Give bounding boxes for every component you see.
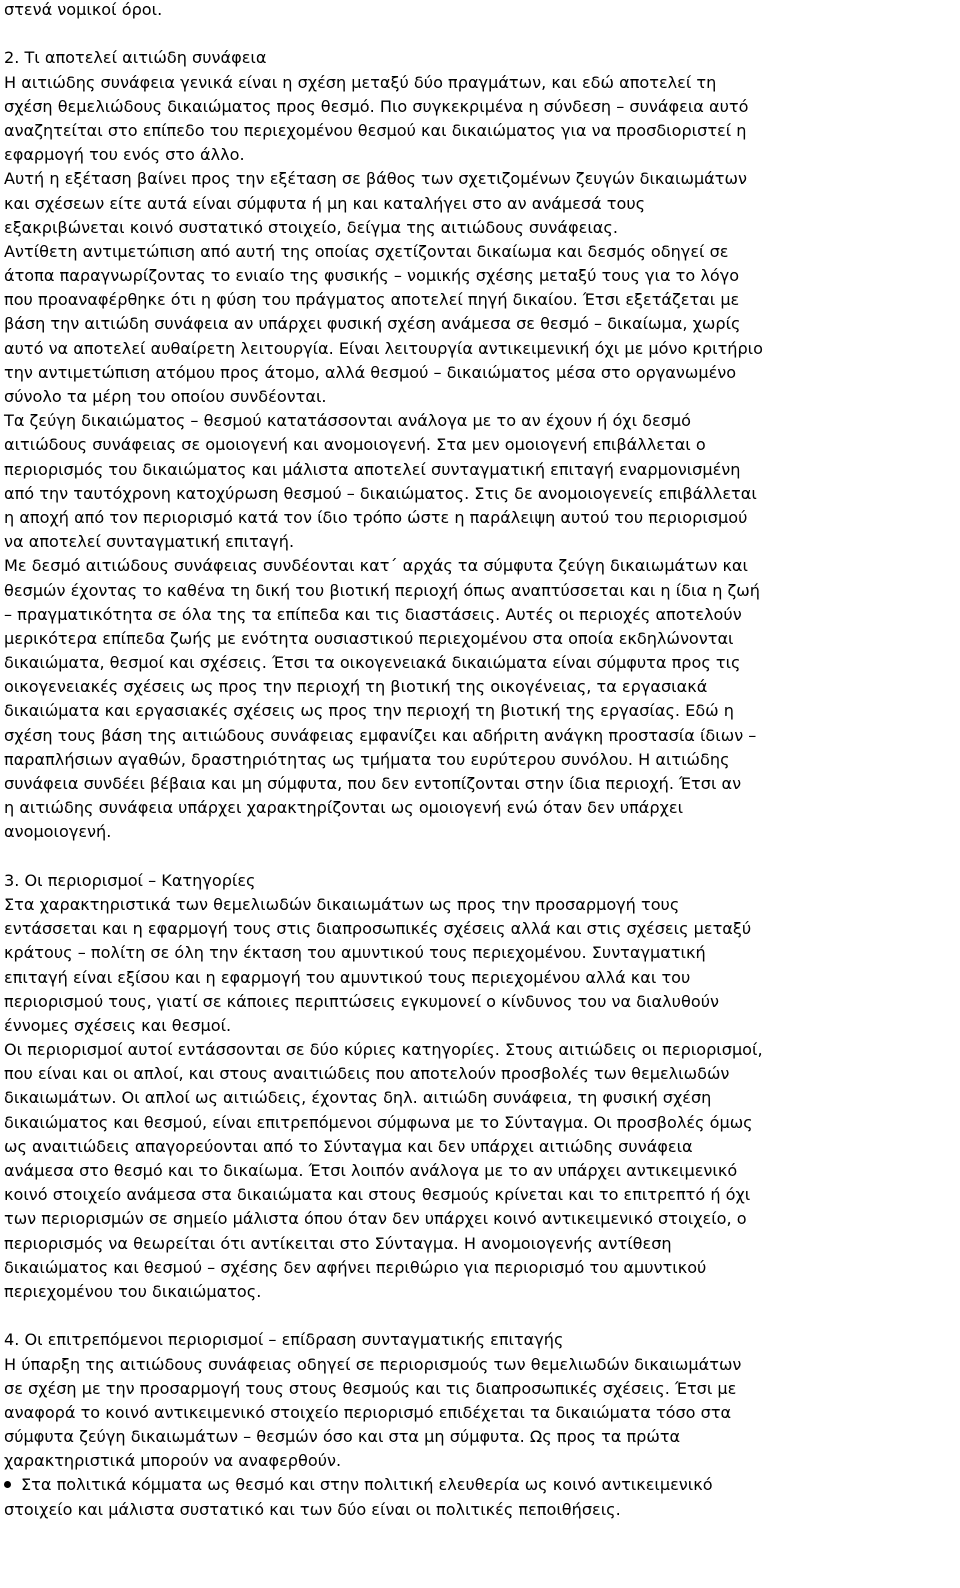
section-heading: 4. Οι επιτρεπόμενοι περιορισμοί – επίδραση συνταγματικής επιταγής (4, 1330, 564, 1350)
bullet-item (4, 1473, 944, 1497)
text-line: παραπλήσιων αγαθών, δραστηριότητας ως τμήματα του ευρύτερου συνόλου. Η αιτιώδης (4, 749, 730, 769)
document-body (4, 0, 944, 1522)
section-heading: 3. Οι περιορισμοί – Κατηγορίες (4, 870, 256, 890)
text-line: θεσμών έχοντας το καθένα τη δική του βιοτική περιοχή όπως αναπτύσσεται και η ίδια η ζωή (4, 580, 760, 600)
text-line: κοινό στοιχείο ανάμεσα στα δικαιώματα και στους θεσμούς κρίνεται και το επιτρεπτό ή όχι (4, 1185, 751, 1205)
text-line: βάση την αιτιώδη συνάφεια αν υπάρχει φυσική σχέση ανάμεσα σε θεσμό – δικαίωμα, χωρίς (4, 314, 741, 334)
text-line: εφαρμογή του ενός στο άλλο. (4, 145, 245, 165)
text-line: αναφορά το κοινό αντικειμενικό στοιχείο περιορισμό επιδέχεται τα δικαιώματα τόσο στα (4, 1402, 732, 1422)
bullet-item-continuation: στοιχείο και μάλιστα συστατικό και των δύο είναι οι πολιτικές πεποιθήσεις. (4, 1499, 621, 1519)
text-line: που είναι και οι απλοί, και στους αναιτιώδεις που αποτελούν προσβολές των θεμελιωδών (4, 1064, 730, 1084)
text-line: Αντίθετη αντιμετώπιση από αυτή της οποίας σχετίζονται δικαίωμα και δεσμός οδηγεί σε (4, 241, 729, 261)
text-line: Τα ζεύγη δικαιώματος – θεσμού κατατάσσονται ανάλογα με το αν έχουν ή όχι δεσμό (4, 411, 691, 431)
text-line: εξακριβώνεται κοινό συστατικό στοιχείο, δείγμα της αιτιώδους συνάφειας. (4, 217, 618, 237)
text-line: να αποτελεί συνταγματική επιταγή. (4, 532, 295, 552)
text-line: σύμφυτα ζεύγη δικαιωμάτων – θεσμών όσο και στα μη σύμφυτα. Ως προς τα πρώτα (4, 1427, 681, 1447)
paragraph-gap (4, 22, 944, 46)
text-line: χαρακτηριστικά μπορούν να αναφερθούν. (4, 1451, 342, 1471)
section-heading: 2. Τι αποτελεί αιτιώδη συνάφεια (4, 48, 267, 68)
text-line: σε σχέση με την προσαρμογή τους στους θεσμούς και τις διαπροσωπικές σχέσεις. Έτσι με (4, 1378, 737, 1398)
text-line: περιορισμός του δικαιώματος και μάλιστα αποτελεί συνταγματική επιταγή εναρμονισμένη (4, 459, 741, 479)
paragraph-gap (4, 1304, 944, 1328)
text-line: Η ύπαρξη της αιτιώδους συνάφειας οδηγεί σε περιορισμούς των θεμελιωδών δικαιωμάτων (4, 1354, 742, 1374)
text-line: άτοπα παραγνωρίζοντας το ενιαίο της φυσικής – νομικής σχέσης μεταξύ τους για το λόγο (4, 266, 740, 286)
text-line: αυτό να αποτελεί αυθαίρετη λειτουργία. Είναι λειτουργία αντικειμενική όχι με μόνο κριτήριο (4, 338, 763, 358)
text-line: περιορισμού τους, γιατί σε κάποιες περιπτώσεις εγκυμονεί ο κίνδυνος του να διαλυθούν (4, 991, 719, 1011)
text-line: δικαιώματος και θεσμού, είναι επιτρεπόμενοι σύμφωνα με το Σύνταγμα. Οι προσβολές όμως (4, 1112, 753, 1132)
text-line: αναζητείται στο επίπεδο του περιεχομένου θεσμού και δικαιώματος για να προσδιοριστεί η (4, 120, 747, 140)
text-line: στενά νομικοί όροι. (4, 0, 163, 19)
bullet-text-line1: Στα πολιτικά κόμματα ως θεσμό και στην πολιτική ελευθερία ως κοινό αντικειμενικό (21, 1475, 713, 1495)
text-line: οικογενειακές σχέσεις ως προς την περιοχή τη βιοτική της οικογένειας, τα εργασιακά (4, 677, 708, 697)
text-line: η αιτιώδης συνάφεια υπάρχει χαρακτηρίζονται ως ομοιογενή ενώ όταν δεν υπάρχει (4, 798, 684, 818)
text-line: Οι περιορισμοί αυτοί εντάσσονται σε δύο κύριες κατηγορίες. Στους αιτιώδεις οι περιορισμοί, (4, 1040, 763, 1060)
text-line: σύνολο τα μέρη του οποίου συνδέονται. (4, 387, 327, 406)
text-line: αιτιώδους συνάφειας σε ομοιογενή και ανομοιογενή. Στα μεν ομοιογενή επιβάλλεται ο (4, 435, 706, 455)
text-line: Με δεσμό αιτιώδους συνάφειας συνδέονται κατ΄ αρχάς τα σύμφυτα ζεύγη δικαιωμάτων και (4, 556, 748, 576)
text-line: ως αναιτιώδεις απαγορεύονται από το Σύνταγμα και δεν υπάρχει αιτιώδης συνάφεια (4, 1136, 693, 1156)
text-line: δικαιώματα και εργασιακές σχέσεις ως προς την περιοχή τη βιοτική της εργασίας. Εδώ η (4, 701, 734, 721)
text-line: η αποχή από τον περιορισμό κατά τον ίδιο τρόπο ώστε η παράλειψη αυτού του περιορισμού (4, 507, 748, 527)
text-line: συνάφεια συνδέει βέβαια και μη σύμφυτα, που δεν εντοπίζονται στην ίδια περιοχή. Έτσι αν (4, 774, 742, 793)
text-line: δικαιωμάτων. Οι απλοί ως αιτιώδεις, έχοντας δηλ. αιτιώδη συνάφεια, τη φυσική σχέση (4, 1088, 712, 1108)
text-line: σχέση θεμελιώδους δικαιώματος προς θεσμό. Πιο συγκεκριμένα η σύνδεση – συνάφεια αυτό (4, 96, 749, 116)
text-line: Η αιτιώδης συνάφεια γενικά είναι η σχέση μεταξύ δύο πραγμάτων, και εδώ αποτελεί τη (4, 72, 717, 92)
text-line: έννομες σχέσεις και θεσμοί. (4, 1015, 232, 1035)
text-line: ανάμεσα στο θεσμό και το δικαίωμα. Έτσι λοιπόν ανάλογα με το αν υπάρχει αντικειμενικό (4, 1161, 738, 1180)
text-line: δικαιώματα, θεσμοί και σχέσεις. Έτσι τα οικογενειακά δικαιώματα είναι σύμφυτα προς τις (4, 653, 741, 673)
document-text (4, 0, 944, 1473)
text-line: – πραγματικότητα σε όλα της τα επίπεδα και τις διαστάσεις. Αυτές οι περιοχές αποτελούν (4, 604, 742, 624)
bullet-icon (4, 1481, 11, 1488)
text-line: και σχέσεων είτε αυτά είναι σύμφυτα ή μη και καταλήγει στο αν ανάμεσά τους (4, 193, 646, 213)
text-line: επιταγή είναι εξίσου και η εφαρμογή του αμυντικού τους περιεχομένου αλλά και του (4, 967, 691, 987)
text-line: περιορισμός να θεωρείται ότι αντίκειται στο Σύνταγμα. Η ανομοιογενής αντίθεση (4, 1233, 672, 1253)
text-line: περιεχομένου του δικαιώματος. (4, 1281, 262, 1301)
text-line: την αντιμετώπιση ατόμου προς άτομο, αλλά θεσμού – δικαιώματος μέσα στο οργανωμένο (4, 362, 737, 382)
text-line: δικαιώματος και θεσμού – σχέσης δεν αφήνει περιθώριο για περιορισμό του αμυντικού (4, 1257, 707, 1277)
text-line: από την ταυτόχρονη κατοχύρωση θεσμού – δικαιώματος. Στις δε ανομοιογενείς επιβάλλεται (4, 483, 757, 503)
text-line: μερικότερα επίπεδα ζωής με ενότητα ουσιαστικού περιεχομένου στα οποία εκδηλώνονται (4, 628, 734, 648)
text-line: εντάσσεται και η εφαρμογή τους στις διαπροσωπικές σχέσεις αλλά και στις σχέσεις μεταξύ (4, 919, 752, 939)
text-line: ανομοιογενή. (4, 822, 112, 842)
text-line: Στα χαρακτηριστικά των θεμελιωδών δικαιωμάτων ως προς την προσαρμογή τους (4, 894, 680, 914)
text-line: που προαναφέρθηκε ότι η φύση του πράγματος αποτελεί πηγή δικαίου. Έτσι εξετάζεται με (4, 290, 740, 310)
text-line: Αυτή η εξέταση βαίνει προς την εξέταση σε βάθος των σχετιζομένων ζευγών δικαιωμάτων (4, 169, 747, 189)
text-line: των περιορισμών σε σημείο μάλιστα όπου όταν δεν υπάρχει κοινό αντικειμενικό στοιχείο, ο (4, 1209, 747, 1229)
text-line: κράτους – πολίτη σε όλη την έκταση του αμυντικού τους περιεχομένου. Συνταγματική (4, 943, 706, 963)
text-line: σχέση τους βάση της αιτιώδους συνάφειας εμφανίζει και αδήριτη ανάγκη προστασία ίδιων – (4, 725, 757, 745)
paragraph-gap (4, 845, 944, 869)
